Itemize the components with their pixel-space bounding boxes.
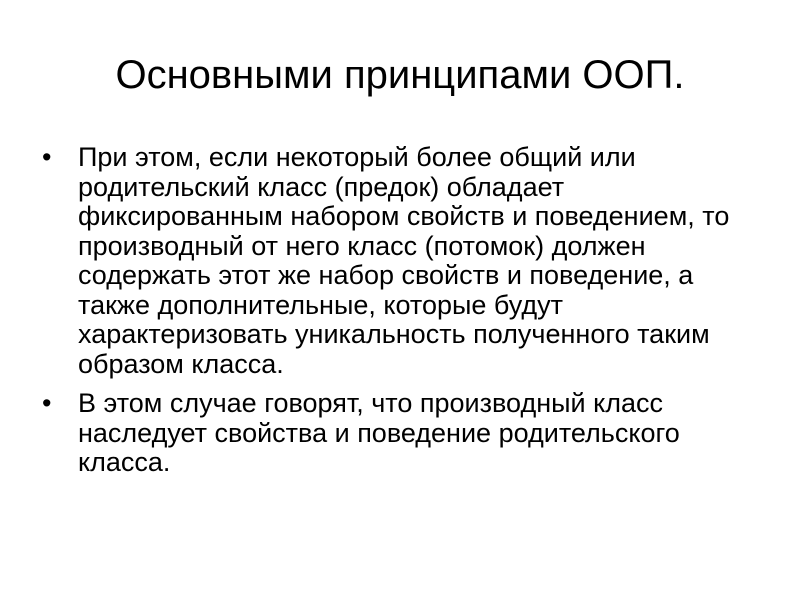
bullet-text-2: В этом случае говорят, что производный класс наследует свойства и поведение родительского класса.	[78, 388, 680, 477]
bullet-marker: •	[42, 388, 52, 418]
slide-title: Основными принципами ООП.	[115, 53, 685, 97]
bullet-text-1: При этом, если некоторый более общий или родительский класс (предок) обладает фиксированным набором свойств и поведением, то производный от него класс (потомок) должен содержать этот же набор свойств и поведение, а также дополнительные, которые будут характеризовать уникальность полученного таким образом класса.	[78, 142, 730, 379]
bullet-list	[42, 143, 742, 488]
bullet-marker: •	[42, 142, 52, 172]
bullet-item-2	[42, 389, 742, 478]
bullet-item-1	[42, 143, 742, 379]
